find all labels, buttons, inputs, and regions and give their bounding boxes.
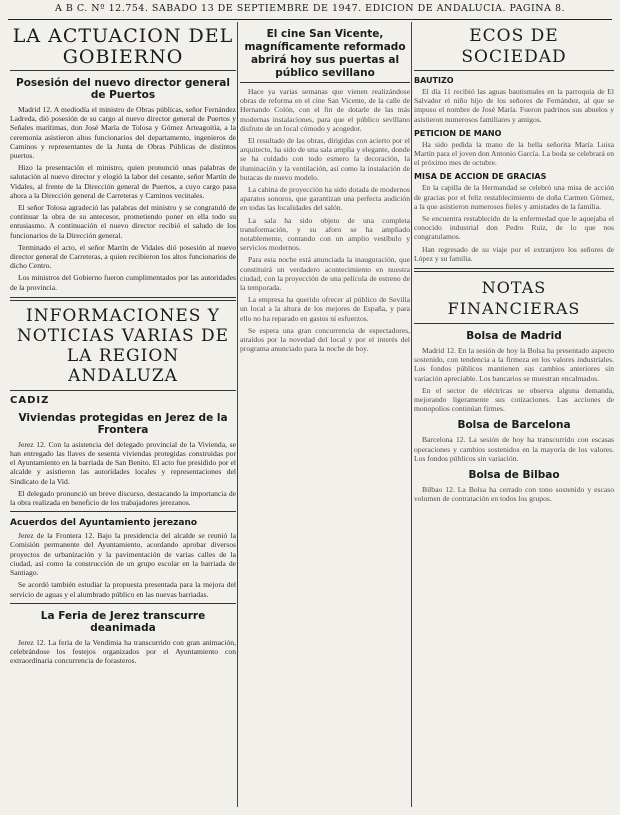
column-3: [414, 22, 614, 807]
article-paragraph: Madrid 12. En la sesión de hoy la Bolsa ha presentado aspecto sostenido, con tendencia a la firmeza en los valores industriales. Los fondos públicos mantienen sus cambios anteriores sin variación apreciable. Los bancarios se muestran encalmados.: [414, 346, 614, 383]
subhead-bolsa-madrid: Bolsa de Madrid: [466, 330, 562, 343]
section-bautizo: BAUTIZO: [414, 76, 454, 85]
article-paragraph: Jerez 12. Con la asistencia del delegado provincial de la Vivienda, se han entregado las llaves de sesenta viviendas protegidas construidas por el Ayuntamiento en la barriada de San Benito. El acto fue presidido por el alcalde y asistieron las autoridades locales y representaciones del Sindicato de la Vid.: [10, 439, 236, 486]
city-heading: CADIZ: [10, 394, 50, 406]
section-rule: [10, 297, 236, 301]
article-paragraph: Jerez 12. La feria de la Vendimia ha transcurrido con gran animación, celebrándose los festejos organizados por el Ayuntamiento con extraordinaria concurrencia de forasteros.: [10, 637, 236, 666]
column-divider-2: [411, 22, 412, 807]
article-paragraph: En el sector de eléctricas se observa alguna demanda, mejorando ligeramente sus cotizaciones. Las acciones de monopolios continúan firmes.: [414, 385, 614, 414]
article-paragraph: La sala ha sido objeto de una completa transformación, y su aforo se ha ampliado notablemente, contando con un amplio vestíbulo y servicios modernos.: [240, 215, 410, 253]
headline-region-andaluza: INFORMACIONES Y NOTICIAS VARIAS DE LA REGION ANDALUZA: [16, 305, 230, 386]
article-paragraph: El día 11 recibió las aguas bautismales en la parroquia de El Salvador el niño hijo de los señores de Fernández, al que se impuso el nombre de José María. Fueron padrinos sus abuelos y asistieron numerosos familiares y amigos.: [414, 87, 614, 124]
article-paragraph: La empresa ha querido ofrecer al público de Sevilla un local a la altura de los mejores de España, y para ello no ha reparado en gastos ni esfuerzos.: [240, 295, 410, 323]
section-rule: [414, 268, 614, 272]
headline-gobierno: LA ACTUACION DEL GOBIERNO: [10, 26, 236, 71]
section-misa: MISA DE ACCION DE GRACIAS: [414, 172, 547, 182]
section-rule: [414, 323, 614, 324]
article-paragraph: Hace ya varias semanas que vienen realizándose obras de reforma en el cine San Vicente, de la calle de Hernando Colón, con el fin de dotarle de las más modernas instalaciones, para que el público sevillano disfrute de un local cómodo y acogedor.: [240, 87, 410, 133]
subhead-bolsa-barcelona: Bolsa de Barcelona: [457, 419, 571, 432]
article-paragraph: El señor Tolosa agradeció las palabras del ministro y se congratuló de continuar la obra de su antecesor, prometiendo poner en ella todo su entusiasmo. A continuación el nuevo director recibió el saludo de los funcionarios de la Dirección general.: [10, 203, 236, 240]
article-paragraph: El delegado pronunció un breve discurso, destacando la importancia de la obra realizada en beneficio de los trabajadores jerezanos.: [10, 488, 236, 508]
article-paragraph: Jerez de la Frontera 12. Bajo la presidencia del alcalde se reunió la Comisión permanente del Ayuntamiento, acordando aprobar diversos proyectos de urbanización y la pavimentación de varias calles de la ciudad, así como la construcción de un grupo escolar en la barriada de Santiago.: [10, 531, 236, 578]
column-divider-1: [237, 22, 238, 807]
header-rule: [8, 19, 612, 20]
section-rule: [10, 511, 236, 512]
article-paragraph: El resultado de las obras, dirigidas con acierto por el arquitecto, ha sido de una sala amplia y elegante, donde se ha cuidado con todo esmero la decoración, la iluminación y la ventilación, así como la instalación de butacas de nuevo modelo.: [240, 136, 410, 182]
article-paragraph: Para esta noche está anunciada la inauguración, que constituirá un verdadero acontecimiento en nuestra ciudad, con la proyección de una película de estreno de la temporada.: [240, 255, 410, 293]
article-paragraph: Terminado el acto, el señor Martín de Vidales dió posesión al nuevo director general de Carreteras, a quien recibieron los altos funcionarios de dicho Centro.: [10, 242, 236, 271]
page-header: A B C. Nº 12.754. SABADO 13 DE SEPTIEMBRE DE 1947. EDICION DE ANDALUCIA. PAGINA 8.: [54, 3, 566, 14]
section-rule: [10, 390, 236, 391]
article-paragraph: Madrid 12. A mediodía el ministro de Obras públicas, señor Fernández Ladreda, dió posesión de su cargo al nuevo director general de Puertos y Señales marítimas, don José María de Tolosa y Gómez Arteagoitia, a la ceremonia asistieron altos funcionarios del departamento, ingenieros de Caminos y representantes de la Junta de Obras Públicas de distintos puertos.: [10, 105, 236, 161]
column-1: [10, 22, 236, 807]
section-rule: [10, 603, 236, 604]
subhead-feria: La Feria de Jerez transcurre deanimada: [40, 609, 206, 634]
article-paragraph: Hizo la presentación el ministro, quien pronunció unas palabras de salutación al nuevo director y elogió la labor del cesante, señor Martín de Vidales, al frente de la Dirección general de Puertos, a cuyo cargo pasa ahora a la Dirección general de Carreteras y Caminos vecinales.: [10, 163, 236, 200]
headline-cine-san-vicente: El cine San Vicente, magníficamente reformado abrirá hoy sus puertas al público sevillano: [240, 28, 410, 83]
article-paragraph: Se acordó también estudiar la propuesta presentada para la mejora del servicio de aguas y el alumbrado público en las nuevas barriadas.: [10, 580, 236, 599]
article-paragraph: Bilbao 12. La Bolsa ha cerrado con tono sostenido y escaso volumen de contratación en todos los grupos.: [414, 485, 614, 504]
headline-ecos-sociedad: ECOS DE SOCIEDAD: [414, 26, 614, 71]
section-peticion-mano: PETICION DE MANO: [414, 128, 502, 138]
subhead-acuerdos: Acuerdos del Ayuntamiento jerezano: [10, 518, 198, 529]
subhead-viviendas: Viviendas protegidas en Jerez de la Frontera: [18, 411, 228, 436]
article-paragraph: Barcelona 12. La sesión de hoy ha transcurrido con escasas operaciones y cambios sostenidos en la mayoría de los valores. Los fondos públicos sin variación.: [414, 435, 614, 463]
article-paragraph: Se encuentra restablecido de la enfermedad que le aquejaba el conocido industrial don Pedro Ruiz, de lo que nos congratulamos.: [414, 214, 614, 242]
article-paragraph: Ha sido pedida la mano de la bella señorita María Luisa Martín para el joven don Antonio García. La boda se celebrará en el próximo mes de octubre.: [414, 139, 614, 168]
headline-notas-financieras: NOTAS FINANCIERAS: [447, 278, 581, 319]
article-paragraph: Se espera una gran concurrencia de espectadores, atraídos por la novedad del local y por el interés del programa anunciado para la noche de hoy.: [240, 325, 410, 354]
subhead-puertos: Posesión del nuevo director general de Puertos: [16, 77, 230, 101]
article-paragraph: Los ministros del Gobierno fueron cumplimentados por las autoridades de la provincia.: [10, 273, 236, 292]
article-paragraph: La cabina de proyección ha sido dotada de modernos aparatos sonoros, que garantizan una perfecta audición en todas las localidades del salón.: [240, 185, 410, 213]
article-paragraph: Han regresado de su viaje por el extranjero los señores de López y su familia.: [414, 244, 614, 263]
article-paragraph: En la capilla de la Hermandad se celebró una misa de acción de gracias por el feliz restablecimiento de doña Carmen Gómez, a la que asistieron numerosos fieles y amistades de la familia.: [414, 183, 614, 211]
subhead-bolsa-bilbao: Bolsa de Bilbao: [468, 469, 560, 482]
column-2: [240, 22, 410, 807]
